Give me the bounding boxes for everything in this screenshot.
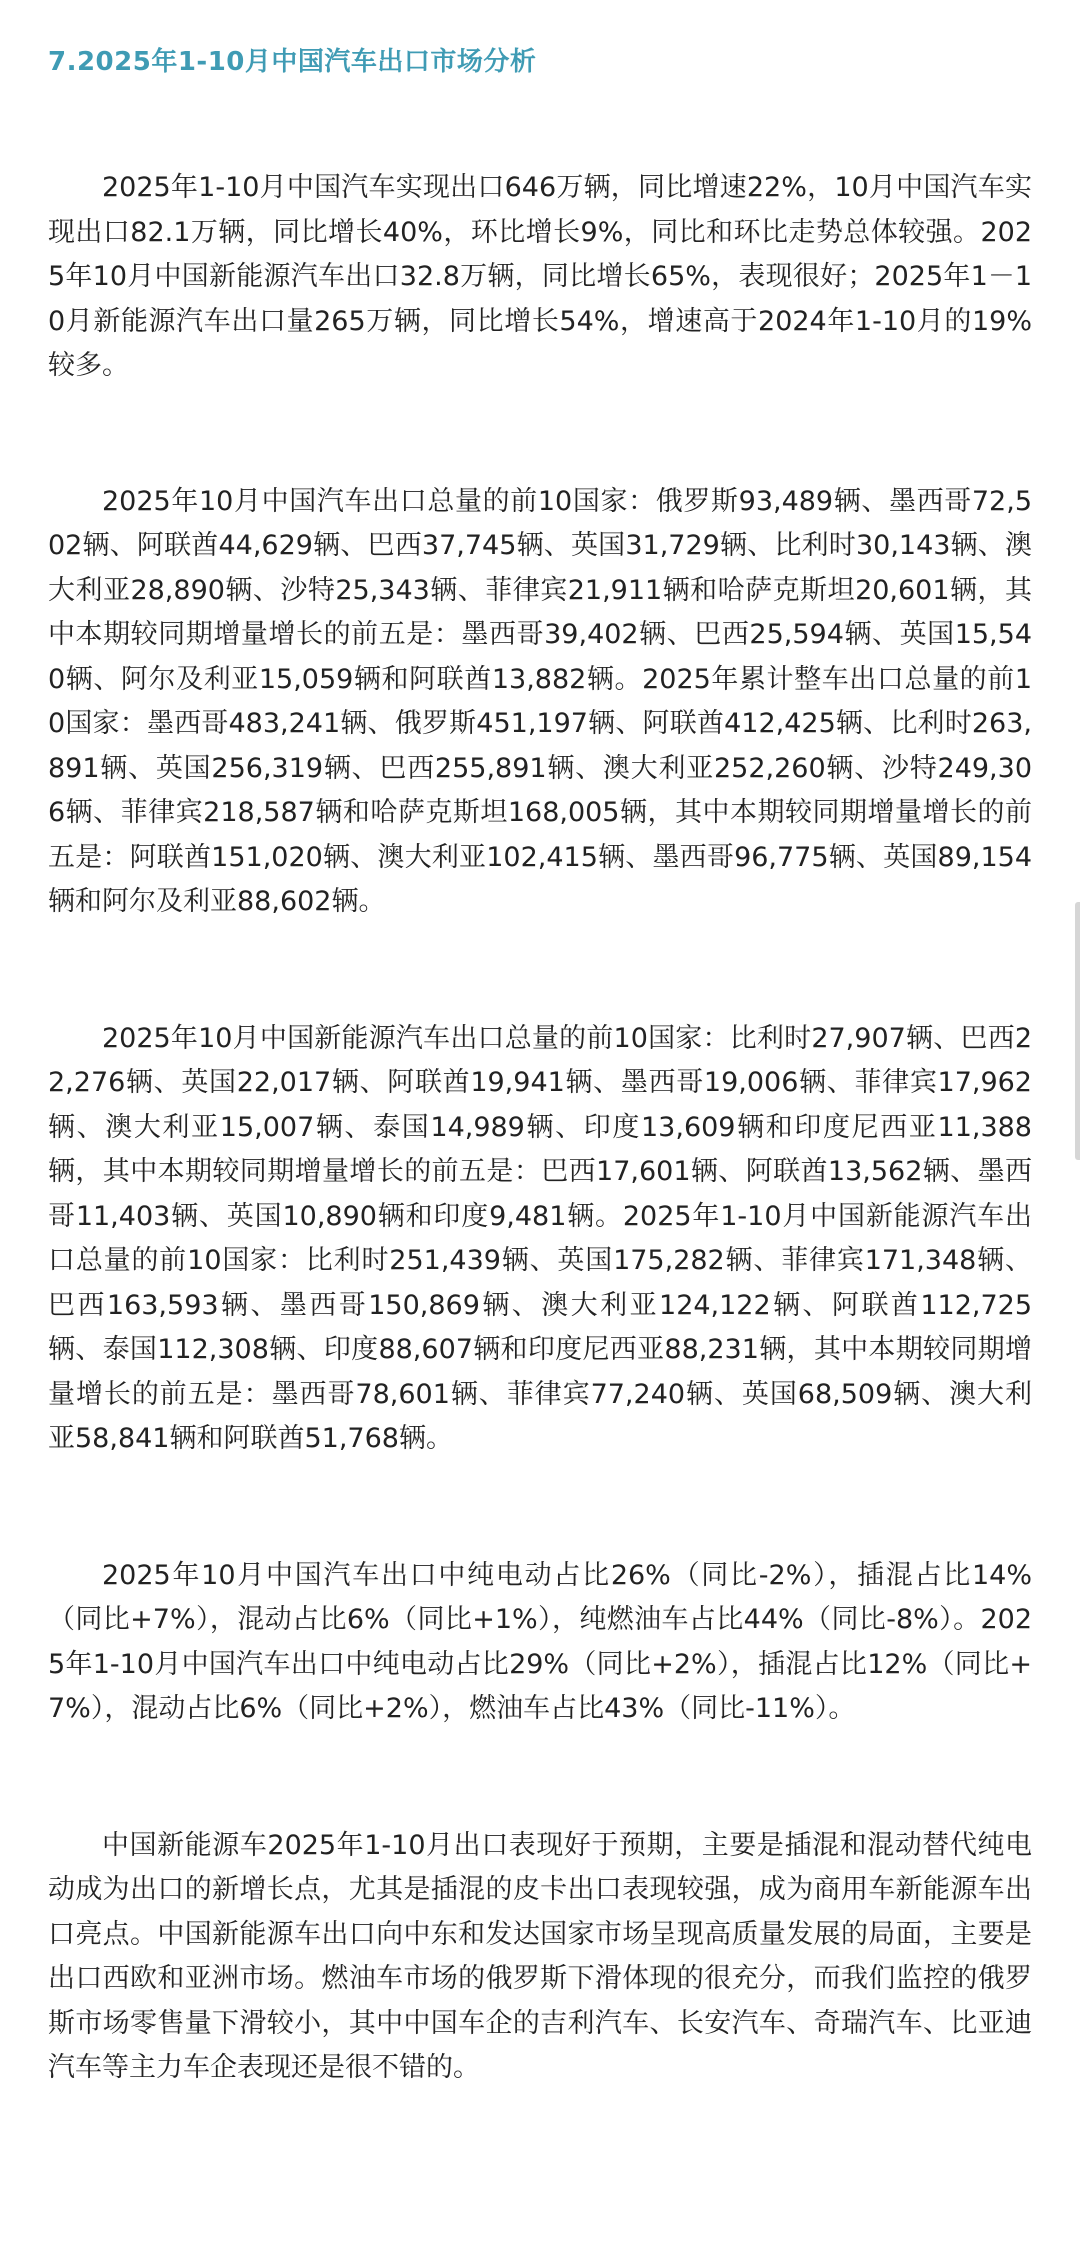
paragraph-nev-outlook: 中国新能源车2025年1-10月出口表现好于预期，主要是插混和混动替代纯电动成为出口的新增长点，尤其是插混的皮卡出口表现较强，成为商用车新能源车出口亮点。中国新能源车出口向中东和发达国家市场呈现高质量发展的局面，主要是出口西欧和亚洲市场。燃油车市场的俄罗斯下滑体现的很充分，而我们监控的俄罗斯市场零售量下滑较小，其中中国车企的吉利汽车、长安汽车、奇瑞汽车、比亚迪汽车等主力车企表现还是很不错的。 [48,1829,1032,2083]
paragraph-top-countries: 2025年10月中国汽车出口总量的前10国家：俄罗斯93,489辆、墨西哥72,502辆、阿联酋44,629辆、巴西37,745辆、英国31,729辆、比利时30,143辆、澳大利亚28,890辆、沙特25,343辆、菲律宾21,911辆和哈萨克斯坦20,601辆，其中本期较同期增量增长的前五是：墨西哥39,402辆、巴西25,594辆、英国15,540辆、阿尔及利亚15,059辆和阿联酋13,882辆。2025年累计整车出口总量的前10国家：墨西哥483,241辆、俄罗斯451,197辆、阿联酋412,425辆、比利时263,891辆、英国256,319辆、巴西255,891辆、澳大利亚252,260辆、沙特249,306辆、菲律宾218,587辆和哈萨克斯坦168,005辆，其中本期较同期增量增长的前五是：阿联酋151,020辆、澳大利亚102,415辆、墨西哥96,775辆、英国89,154辆和阿尔及利亚88,602辆。 [48,485,1033,917]
paragraph-powertrain-share: 2025年10月中国汽车出口中纯电动占比26%（同比-2%），插混占比14%（同比+7%），混动占比6%（同比+1%），纯燃油车占比44%（同比-8%）。2025年1-10月中国汽车出口中纯电动占比29%（同比+2%），插混占比12%（同比+7%），混动占比6%（同比+2%），燃油车占比43%（同比-11%）。 [48,1559,1032,1724]
paragraph-nev-top-countries: 2025年10月中国新能源汽车出口总量的前10国家：比利时27,907辆、巴西22,276辆、英国22,017辆、阿联酋19,941辆、墨西哥19,006辆、菲律宾17,962辆、澳大利亚15,007辆、泰国14,989辆、印度13,609辆和印度尼西亚11,388辆，其中本期较同期增量增长的前五是：巴西17,601辆、阿联酋13,562辆、墨西哥11,403辆、英国10,890辆和印度9,481辆。2025年1-10月中国新能源汽车出口总量的前10国家：比利时251,439辆、英国175,282辆、菲律宾171,348辆、巴西163,593辆、墨西哥150,869辆、澳大利亚124,122辆、阿联酋112,725辆、泰国112,308辆、印度88,607辆和印度尼西亚88,231辆，其中本期较同期增量增长的前五是：墨西哥78,601辆、菲律宾77,240辆、英国68,509辆、澳大利亚58,841辆和阿联酋51,768辆。 [48,1022,1032,1454]
paragraph-export-overview: 2025年1-10月中国汽车实现出口646万辆，同比增速22%，10月中国汽车实现出口82.1万辆，同比增长40%，环比增长9%，同比和环比走势总体较强。2025年10月中国新能源汽车出口32.8万辆，同比增长65%，表现很好；2025年1－10月新能源汽车出口量265万辆，同比增长54%，增速高于2024年1-10月的19%较多。 [48,172,1032,381]
section-title: 7.2025年1-10月中国汽车出口市场分析 [48,47,537,77]
scrollbar-thumb[interactable] [1075,902,1080,1160]
